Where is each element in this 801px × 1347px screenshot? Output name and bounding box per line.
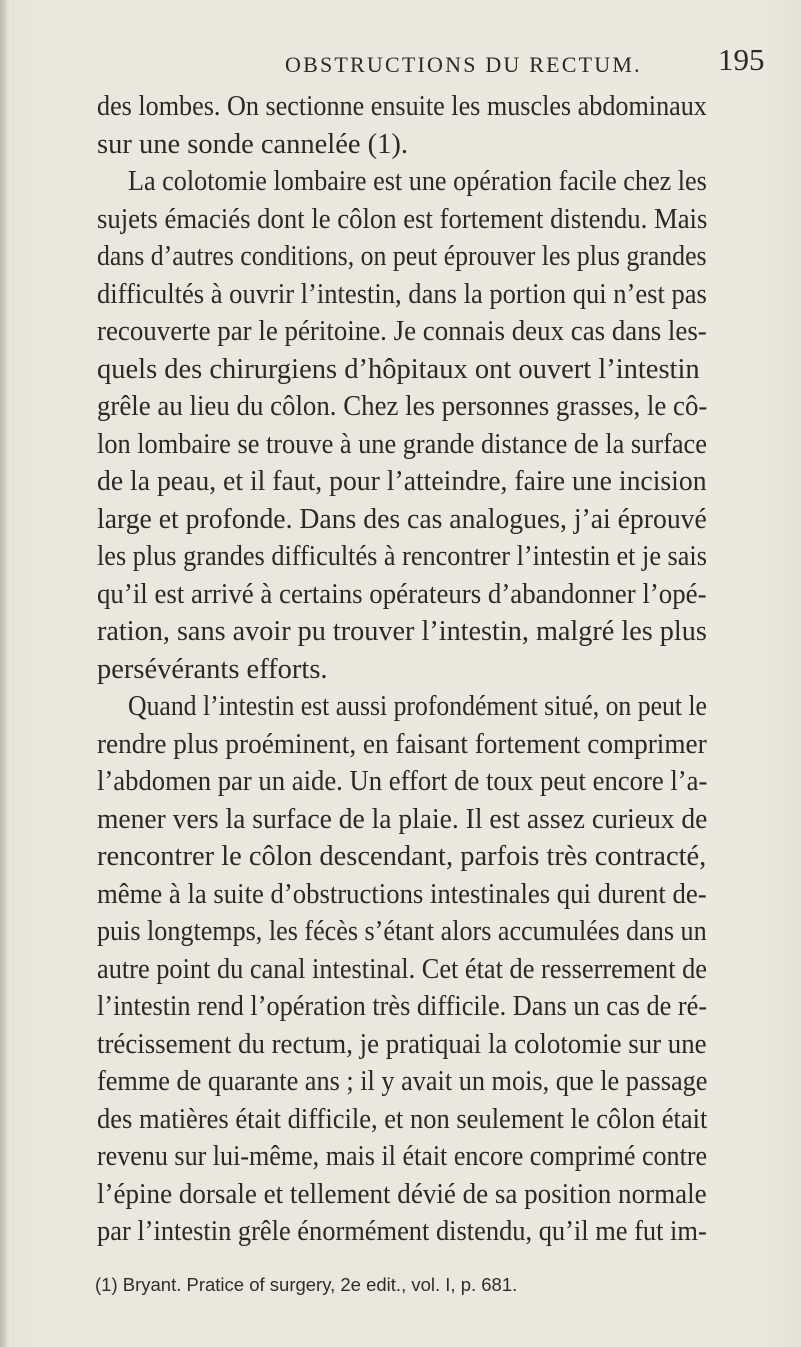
text-line: rencontrer le côlon descendant, parfois très contracté, xyxy=(97,841,707,872)
text-line: puis longtemps, les fécès s’étant alors accumulées dans un xyxy=(97,916,707,947)
text-line: lon lombaire se trouve à une grande distance de la surface xyxy=(97,428,707,460)
text-line: autre point du canal intestinal. Cet état de resserrement de xyxy=(97,953,707,985)
text-line: qu’il est arrivé à certains opérateurs d’abandonner l’opé- xyxy=(97,578,707,610)
running-title: OBSTRUCTIONS DU RECTUM. xyxy=(285,52,642,77)
text-line: large et profonde. Dans des cas analogues, j’ai éprouvé xyxy=(97,503,707,535)
text-line: ration, sans avoir pu trouver l’intestin, malgré les plus xyxy=(97,616,707,647)
text-line: revenu sur lui-même, mais il était encore comprimé contre xyxy=(97,1141,708,1172)
text-line: de la peau, et il faut, pour l’atteindre, faire une incision xyxy=(97,466,707,497)
page-binding-shadow xyxy=(0,0,8,1347)
text-line: des matières était difficile, et non seulement le côlon était xyxy=(97,1103,708,1135)
text-line: recouverte par le péritoine. Je connais deux cas dans les- xyxy=(97,316,707,347)
text-line: des lombes. On sectionne ensuite les muscles abdominaux xyxy=(97,91,707,122)
text-line: l’intestin rend l’opération très difficile. Dans un cas de ré- xyxy=(97,991,708,1022)
text-line: persévérants efforts. xyxy=(97,653,328,685)
text-line: difficultés à ouvrir l’intestin, dans la portion qui n’est pas xyxy=(97,278,707,310)
text-line: La colotomie lombaire est une opération facile chez les xyxy=(128,166,707,197)
text-line: même à la suite d’obstructions intestinales qui durent de- xyxy=(97,878,707,910)
text-line: l’abdomen par un aide. Un effort de toux peut encore l’a- xyxy=(97,766,708,797)
text-line: par l’intestin grêle énormément distendu, qu’il me fut im- xyxy=(97,1216,707,1247)
text-line: les plus grandes difficultés à rencontrer l’intestin et je sais xyxy=(97,541,707,572)
page-number: 195 xyxy=(718,42,765,77)
text-line: sujets émaciés dont le côlon est fortement distendu. Mais xyxy=(97,203,708,235)
text-line: l’épine dorsale et tellement dévié de sa position normale xyxy=(97,1178,707,1210)
text-line: dans d’autres conditions, on peut éprouver les plus grandes xyxy=(97,241,707,272)
text-line: trécissement du rectum, je pratiquai la colotomie sur une xyxy=(97,1028,707,1060)
text-line: grêle au lieu du côlon. Chez les personnes grasses, le cô- xyxy=(97,391,708,422)
page-header xyxy=(0,42,801,92)
text-line: mener vers la surface de la plaie. Il est assez curieux de xyxy=(97,803,708,835)
text-line: Quand l’intestin est aussi profondément situé, on peut le xyxy=(128,691,707,722)
footnote: (1) Bryant. Pratice of surgery, 2e edit., vol. I, p. 681. xyxy=(95,1274,518,1295)
text-line: sur une sonde cannelée (1). xyxy=(97,128,408,160)
text-line: femme de quarante ans ; il y avait un mois, que le passage xyxy=(97,1066,708,1097)
text-line: quels des chirurgiens d’hôpitaux ont ouvert l’intestin xyxy=(97,353,700,385)
text-line: rendre plus proéminent, en faisant fortement comprimer xyxy=(97,728,707,760)
